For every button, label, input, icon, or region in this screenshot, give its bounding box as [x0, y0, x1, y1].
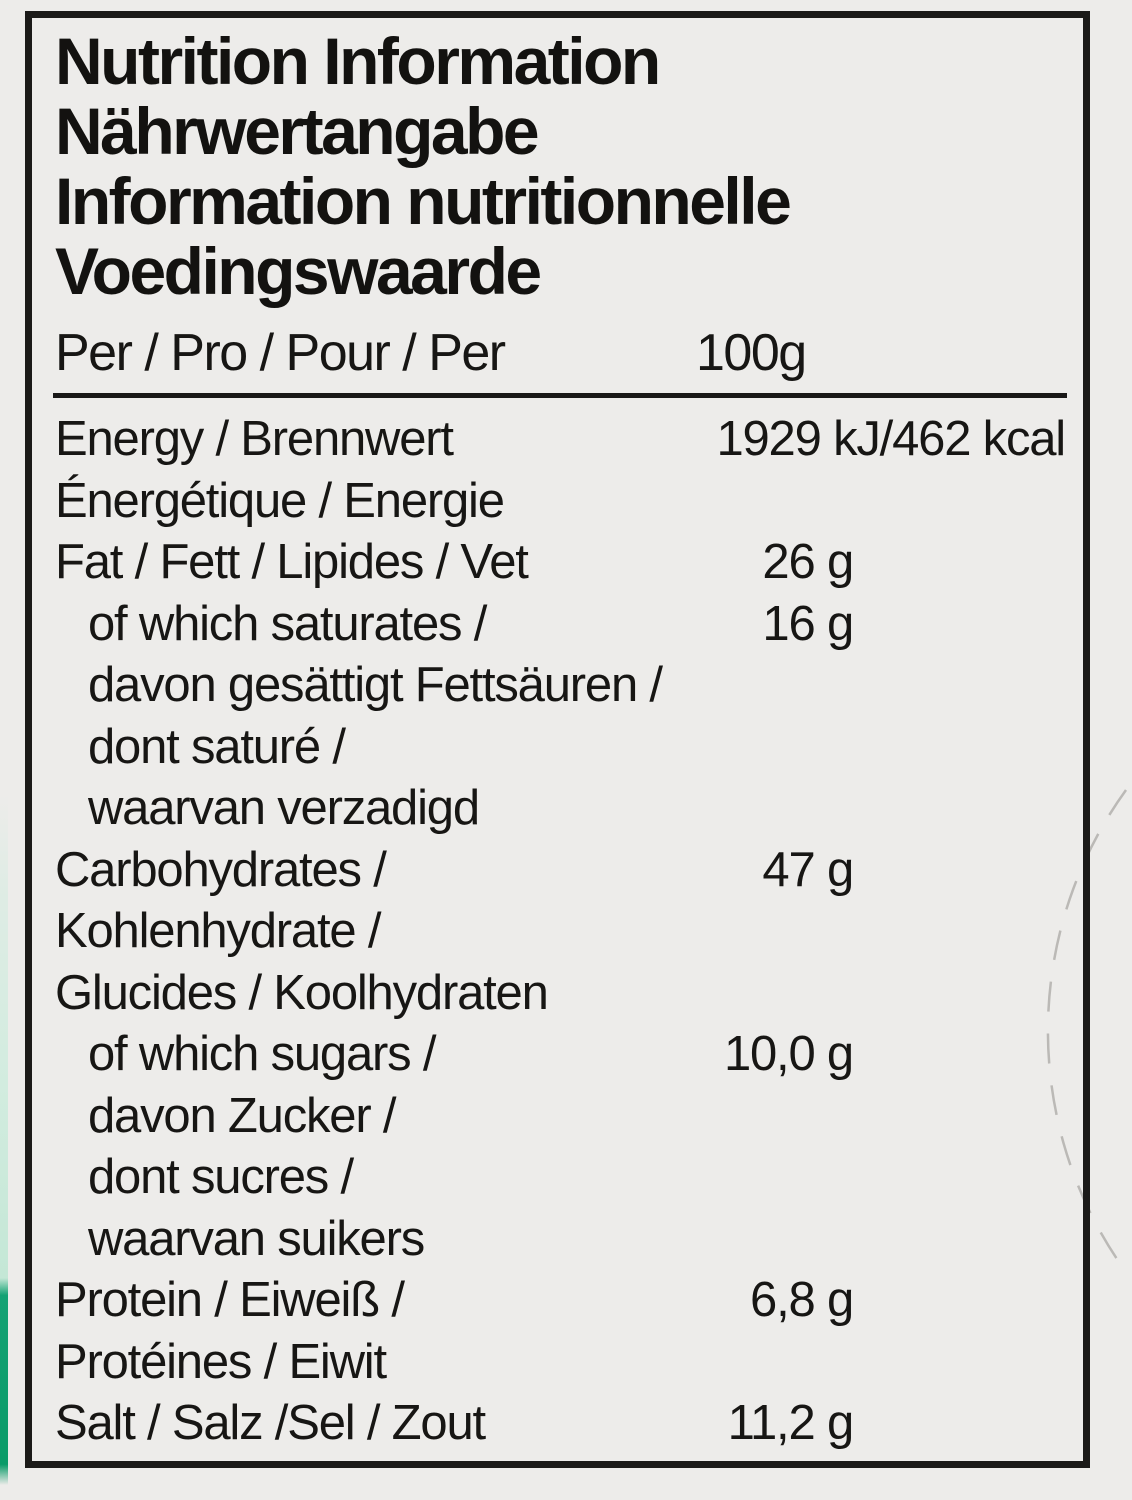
- nutrient-value: 16 g: [762, 596, 853, 651]
- per-serving-label: Per / Pro / Pour / Per: [55, 324, 505, 382]
- nutrient-value: 26 g: [762, 535, 853, 589]
- nutrient-label: Salt / Salz /Sel / Zout: [55, 1396, 485, 1450]
- label-title-block: [55, 26, 1073, 306]
- packaging-green-edge-strip: [0, 795, 8, 1485]
- nutrient-row-salt: [55, 1393, 1083, 1455]
- nutrient-row-saturates-nl: [55, 778, 1083, 840]
- nutrient-label: davon gesättigt Fettsäuren /: [88, 658, 662, 712]
- nutrient-label: Protéines / Eiwit: [55, 1334, 386, 1389]
- nutrient-row-sugars-nl: [55, 1209, 1083, 1271]
- title-line-en: Nutrition Information: [55, 24, 659, 98]
- nutrient-value: 47 g: [762, 842, 853, 897]
- nutrient-label: Kohlenhydrate /: [55, 904, 381, 958]
- nutrient-value: 10,0 g: [723, 1027, 853, 1081]
- nutrient-label: waarvan verzadigd: [88, 781, 479, 835]
- nutrient-value: 11,2 g: [727, 1396, 853, 1450]
- nutrient-row-energy-fr: [55, 471, 1083, 533]
- nutrient-row-carbohydrates-fr-nl: [55, 963, 1083, 1025]
- nutrient-row-protein-fr-nl: [55, 1332, 1083, 1394]
- nutrient-label: Glucides / Koolhydraten: [55, 965, 548, 1020]
- nutrient-label: Énergétique / Energie: [55, 473, 504, 528]
- per-serving-amount: 100g: [696, 324, 806, 382]
- nutrient-label: of which sugars /: [88, 1027, 436, 1081]
- nutrient-label: of which saturates /: [88, 596, 487, 651]
- nutrient-table: [55, 409, 1083, 1455]
- nutrient-row-carbohydrates-de: [55, 901, 1083, 963]
- nutrient-row-saturates-fr: [55, 717, 1083, 779]
- nutrient-row-carbohydrates: [55, 840, 1083, 902]
- header-separator-rule: [53, 393, 1067, 398]
- nutrient-value: 1929 kJ/462 kcal: [716, 412, 1065, 466]
- nutrition-label-frame: [25, 11, 1090, 1468]
- nutrient-value: 6,8 g: [750, 1273, 853, 1327]
- nutrient-row-sugars-fr: [55, 1147, 1083, 1209]
- nutrient-label: davon Zucker /: [88, 1088, 396, 1143]
- nutrient-row-fat: [55, 532, 1083, 594]
- title-line-fr: Information nutritionnelle: [55, 164, 790, 238]
- nutrient-label: dont sucres /: [88, 1150, 353, 1204]
- nutrient-label: waarvan suikers: [88, 1211, 425, 1266]
- nutrient-row-saturates: [55, 594, 1083, 656]
- nutrient-row-protein: [55, 1270, 1083, 1332]
- nutrient-label: Fat / Fett / Lipides / Vet: [55, 535, 528, 589]
- nutrient-row-energy: [55, 409, 1083, 471]
- per-serving-row: [55, 321, 1073, 385]
- nutrient-label: dont saturé /: [88, 719, 345, 774]
- title-line-nl: Voedingswaarde: [55, 234, 540, 308]
- nutrient-label: Carbohydrates /: [55, 842, 386, 897]
- nutrient-row-sugars: [55, 1024, 1083, 1086]
- nutrient-label: Energy / Brennwert: [55, 412, 453, 466]
- nutrient-row-saturates-de: [55, 655, 1083, 717]
- nutrient-label: Protein / Eiweiß /: [55, 1273, 404, 1327]
- title-line-de: Nährwertangabe: [55, 94, 538, 168]
- nutrient-row-sugars-de: [55, 1086, 1083, 1148]
